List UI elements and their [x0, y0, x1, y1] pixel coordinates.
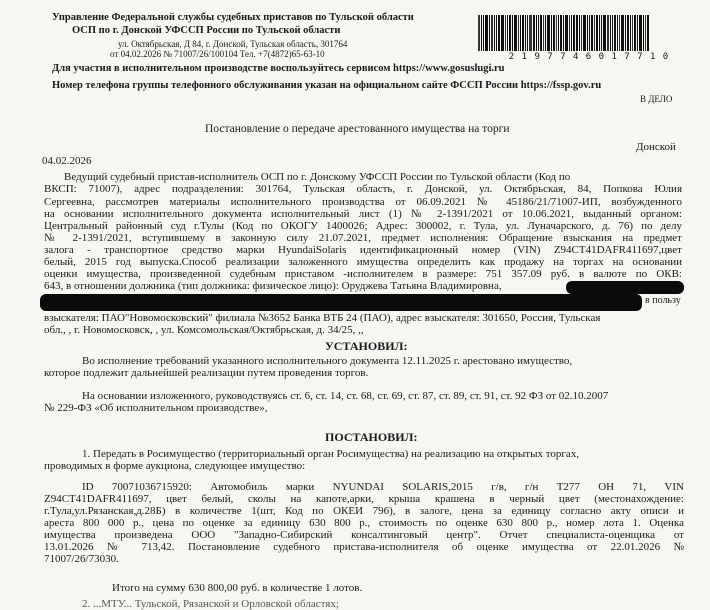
barcode-bar — [494, 15, 495, 51]
barcode — [478, 15, 700, 51]
postanovil-item-1a: 1. Передать в Росимущество (территориальный орган Росимущества) на реализацию на открытых торгах, — [82, 448, 580, 460]
barcode-bar — [543, 15, 544, 51]
barcode-bar — [647, 15, 649, 51]
barcode-bar — [603, 15, 606, 51]
redaction-bar — [40, 294, 642, 311]
ustanovil-heading: УСТАНОВИЛ: — [325, 339, 408, 353]
body-line: белый, 2015 год выпуска.Способ реализации заложенного имущества определить как продажу на торгах на основании — [44, 256, 682, 268]
body-line: 643, в отношении должника (тип должника: физическое лицо): Оруджева Татьяна Владимировна, — [44, 280, 502, 292]
barcode-bar — [491, 15, 493, 51]
barcode-bar — [565, 15, 568, 51]
barcode-bar — [560, 15, 562, 51]
org-line-1: Управление Федеральной службы судебных приставов по Тульской области — [52, 12, 414, 23]
barcode-bar — [536, 15, 537, 51]
org-address: ул. Октябрьская, Д 84, г. Донской, Тульская область, 301764 — [118, 39, 348, 49]
postanovil-item-1b: проводимых в форме аукциона, следующее имущество: — [44, 460, 306, 472]
barcode-bar — [551, 15, 552, 51]
barcode-bar — [619, 15, 620, 51]
document-title: Постановление о передаче арестованного имущества на торги — [205, 123, 510, 135]
barcode-bar — [596, 15, 598, 51]
barcode-bar — [634, 15, 636, 51]
barcode-bar — [610, 15, 611, 51]
barcode-bar — [591, 15, 593, 51]
barcode-bar — [573, 15, 575, 51]
barcode-bar — [547, 15, 550, 51]
org-line-2: ОСП по г. Донской УФССП России по Тульской области — [72, 25, 341, 36]
barcode-bar — [639, 15, 642, 51]
barcode-bar — [525, 15, 526, 51]
barcode-bar — [627, 15, 629, 51]
barcode-bar — [522, 15, 524, 51]
body-line: № 2-1391/2021, вступившему в законную силу 21.07.2021, предмет исполнения: Обращение взыскания на предмет — [44, 232, 682, 244]
lot-line: 13.01.2026 № 713,42. Постановление судебного пристава-исполнителя об оценке имущества от 22.01.2026 № — [44, 541, 684, 553]
phone-notice: Номер телефона группы телефонного обслуживания указан на официальном сайте ФССП России https://fssp.gov.ru — [52, 80, 602, 91]
barcode-bar — [612, 15, 613, 51]
body-line: Сергеевна, рассмотрев материалы исполнительного производства от 06.09.2021 № 45186/21/71007-ИП, возбужденного — [44, 196, 682, 208]
barcode-bar — [518, 15, 519, 51]
barcode-bar — [520, 15, 521, 51]
body-line: Ведущий судебный пристав-исполнитель ОСП по г. Донскому УФССП России по Тульской области (Код по — [64, 171, 571, 183]
body-line: ВКСП: 71007), адрес подразделения: 301764, Тульская область, г. Донской, ул. Октябрьская, 84, Попкова Юлия — [44, 183, 682, 195]
barcode-bar — [512, 15, 513, 51]
total-line: Итого на сумму 630 800,00 руб. в количестве 1 лотов. — [112, 582, 363, 594]
redaction-bar — [566, 281, 684, 294]
barcode-bar — [630, 15, 631, 51]
postanovil-item-2: 2. ...МТУ... Тульской, Рязанской и Орловской областях; — [82, 598, 339, 610]
barcode-bar — [571, 15, 572, 51]
barcode-bar — [496, 15, 497, 51]
org-reference: от 04.02.2026 № 71007/26/100104 Тел. +7(4872)65-63-10 — [110, 49, 325, 59]
barcode-bar — [533, 15, 535, 51]
barcode-bar — [579, 15, 580, 51]
barcode-bar — [617, 15, 618, 51]
barcode-bar — [589, 15, 590, 51]
barcode-bar — [481, 15, 482, 51]
barcode-bar — [637, 15, 638, 51]
barcode-bar — [545, 15, 546, 51]
barcode-bar — [527, 15, 528, 51]
barcode-bar — [558, 15, 559, 51]
barcode-bar — [483, 15, 484, 51]
document-date: 04.02.2026 — [42, 155, 92, 167]
barcode-bar — [645, 15, 646, 51]
barcode-bar — [621, 15, 624, 51]
stamp-text: В ДЕЛО — [640, 94, 673, 104]
lot-line: ареста 800 000 р., цена по оценке за единицу 630 800 р., стоимость по оценке 630 800 р., номер лота 1. Оценка — [44, 517, 684, 529]
barcode-bar — [501, 15, 504, 51]
barcode-bar — [505, 15, 506, 51]
lot-line: г.Тула,ул.Рязанская,д.28Б) в количестве 1(шт, Код по ОКЕИ 796), в залоге, цена за единицу согласно акту описи и — [44, 505, 684, 517]
barcode-bar — [509, 15, 511, 51]
barcode-bar — [538, 15, 539, 51]
barcode-bar — [485, 15, 488, 51]
barcode-bar — [507, 15, 508, 51]
body-line: оценки имущества, произведенной судебным приставом -исполнителем в размере: 751 357.09 руб. в валюте по ОКВ: — [44, 268, 682, 280]
barcode-bar — [563, 15, 564, 51]
barcode-bar — [514, 15, 517, 51]
barcode-bar — [498, 15, 500, 51]
lot-line: ID 70071036715920: Автомобиль марки NYUNDAI SOLARIS,2015 г/в, г/н Т277 ОН 71, VIN — [82, 481, 684, 493]
ustanovil-line-1: Во исполнение требований указанного исполнительного документа 12.11.2025 г. арестовано имущество, — [82, 355, 573, 367]
creditor-line-1: взыскателя: ПАО"Новомосковский" филиала №3652 Банка ВТБ 24 (ПАО), адрес взыскателя: 301650, Россия, Тульская — [44, 312, 601, 324]
barcode-bar — [632, 15, 633, 51]
ustanovil-line-3: На основании изложенного, руководствуясь ст. 6, ст. 14, ст. 68, ст. 69, ст. 87, ст. 89, ст. 91, ст. 92 ФЗ от 02.10.2007 — [82, 390, 609, 402]
barcode-bar — [581, 15, 582, 51]
document-place: Донской — [636, 141, 676, 153]
barcode-bar — [594, 15, 595, 51]
lot-line: Z94CT41DAFR411697, цвет белый, сколы на капоте,арки, крыша крашена в черный цвет (местонахождение: — [44, 493, 684, 505]
gosuslugi-notice: Для участия в исполнительном производстве воспользуйтесь сервисом https://www.gosuslugi.ru — [52, 63, 505, 74]
lot-line: 71007/26/73030. — [44, 553, 119, 565]
barcode-bar — [583, 15, 586, 51]
barcode-bar — [478, 15, 480, 51]
barcode-bar — [556, 15, 557, 51]
lot-line: имущества произведена ООО "Западно-Сибирский консалтинговый центр". Отчет специалиста-оценщика от — [44, 529, 684, 541]
barcode-bar — [489, 15, 490, 51]
barcode-bar — [576, 15, 578, 51]
ustanovil-line-4: № 229-ФЗ «Об исполнительном производстве», — [44, 402, 268, 414]
barcode-bar — [614, 15, 616, 51]
barcode-bar — [553, 15, 555, 51]
body-tail: в пользу — [645, 295, 681, 306]
barcode-bar — [529, 15, 532, 51]
barcode-bar — [540, 15, 542, 51]
barcode-bar — [599, 15, 600, 51]
ustanovil-line-2: которое подлежит дальнейшей реализации путем проведения торгов. — [44, 367, 369, 379]
barcode-bar — [587, 15, 588, 51]
body-line: Центральный районный суд г.Тулы (Код по ОКОГУ 1400026; Адрес: 300002, г. Тула, ул. Луначарского, д. 76) по делу — [44, 220, 682, 232]
barcode-bar — [643, 15, 644, 51]
barcode-number: 2 1 9 7 7 4 6 0 1 7 7 1 0 — [508, 52, 670, 62]
body-line: залога - транспортное средство марки HyundaiSolaris идентификационный номер (VIN) Z94CT41DAFR411697,цвет — [44, 244, 682, 256]
barcode-bar — [625, 15, 626, 51]
barcode-bar — [601, 15, 602, 51]
creditor-line-2: обл., , г. Новомосковск, , ул. Комсомольская/Октябрьская, д. 34/25, ,, — [44, 324, 364, 336]
barcode-bar — [607, 15, 609, 51]
postanovil-heading: ПОСТАНОВИЛ: — [325, 430, 418, 444]
body-line: на основании исполнительного документа исполнительный лист (1) № 2-1391/2021 от 10.06.2021, выданный органом: — [44, 208, 682, 220]
barcode-bar — [569, 15, 570, 51]
